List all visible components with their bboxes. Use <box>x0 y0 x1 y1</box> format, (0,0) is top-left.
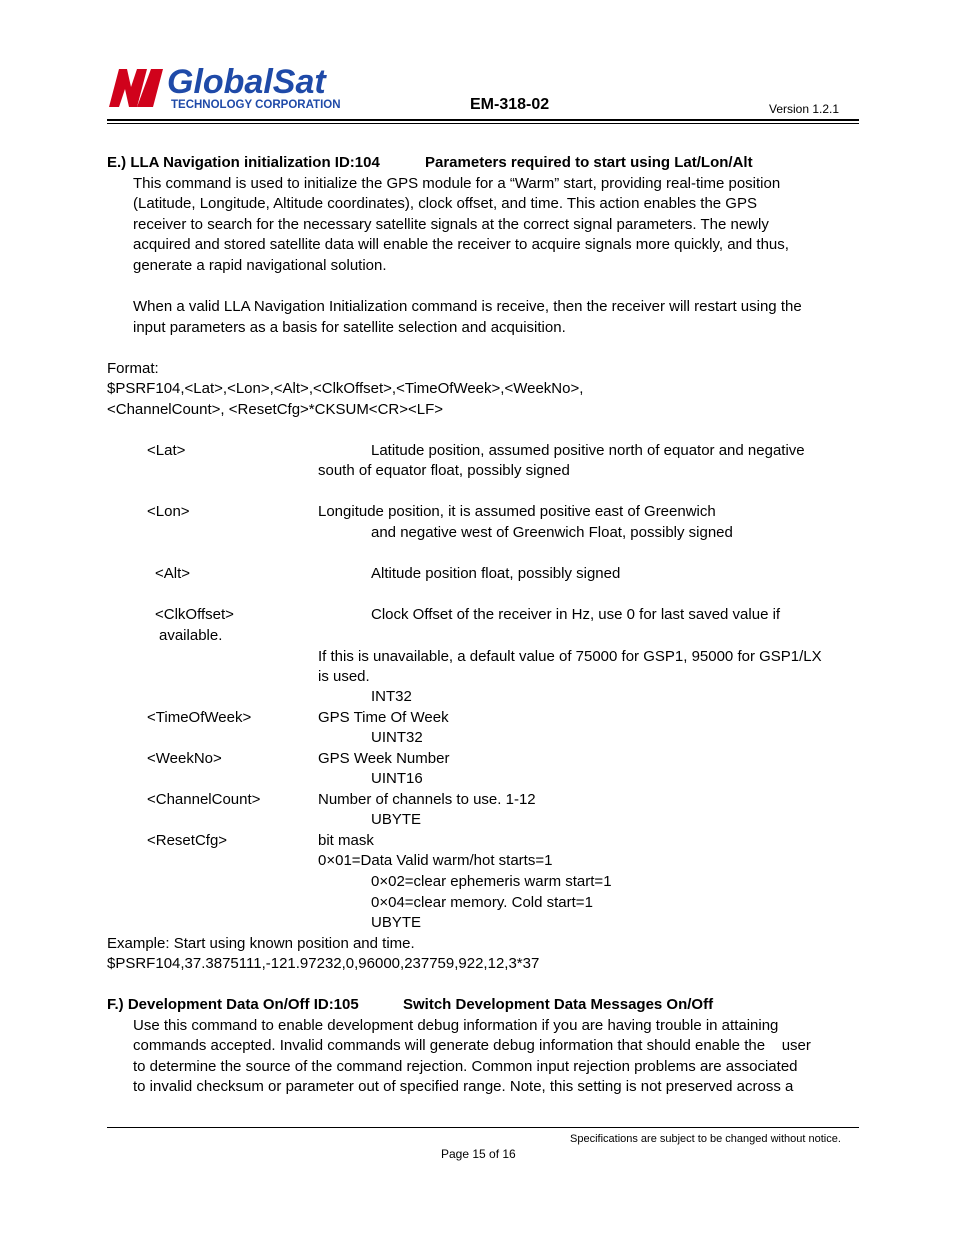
param-clk-desc: Clock Offset of the receiver in Hz, use 0 for last saved value if <box>371 606 781 623</box>
param-cc-desc: Number of channels to use. 1-12 <box>318 791 536 808</box>
param-rc-desc: bit mask <box>318 832 374 849</box>
section-e-heading: E.) LLA Navigation initialization ID:104 <box>107 154 380 171</box>
para-line: This command is used to initialize the GPS module for a “Warm” start, providing real-time position <box>133 175 781 192</box>
format-label: Format: <box>107 360 159 377</box>
param-clk-type: INT32 <box>371 688 412 705</box>
param-alt-name: <Alt> <box>155 565 191 582</box>
format-line: <ChannelCount>, <ResetCfg>*CKSUM<CR><LF> <box>107 401 444 418</box>
para-line: commands accepted. Invalid commands will generate debug information that should enable the user <box>133 1037 811 1054</box>
para-line: acquired and stored satellite data will enable the receiver to acquire signals more quickly, and thus, <box>133 236 789 253</box>
param-lon-name: <Lon> <box>147 503 190 520</box>
header-rule <box>107 119 859 121</box>
globalsat-logo <box>107 63 357 113</box>
param-tow-name: <TimeOfWeek> <box>147 709 252 726</box>
example-command: $PSRF104,37.3875111,-121.97232,0,96000,237759,922,12,3*37 <box>107 955 540 972</box>
para-line: input parameters as a basis for satellite selection and acquisition. <box>133 319 566 336</box>
example-label: Example: Start using known position and time. <box>107 935 415 952</box>
format-line: $PSRF104,<Lat>,<Lon>,<Alt>,<ClkOffset>,<TimeOfWeek>,<WeekNo>, <box>107 380 584 397</box>
footer-notice: Specifications are subject to be changed without notice. <box>570 1133 841 1145</box>
param-lon-desc: Longitude position, it is assumed positive east of Greenwich <box>318 503 716 520</box>
para-line: generate a rapid navigational solution. <box>133 257 387 274</box>
param-clk-name: <ClkOffset> <box>155 606 234 623</box>
param-cc-name: <ChannelCount> <box>147 791 261 808</box>
param-alt-desc: Altitude position float, possibly signed <box>371 565 621 582</box>
page-number: Page 15 of 16 <box>441 1147 516 1161</box>
para-line: Use this command to enable development debug information if you are having trouble in attaining <box>133 1017 779 1034</box>
doc-id: EM-318-02 <box>470 96 550 113</box>
param-tow-type: UINT32 <box>371 729 423 746</box>
param-lat-name: <Lat> <box>147 442 186 459</box>
section-e-heading-desc: Parameters required to start using Lat/Lon/Alt <box>425 154 753 171</box>
param-lon-desc: and negative west of Greenwich Float, possibly signed <box>371 524 733 541</box>
param-cc-type: UBYTE <box>371 811 422 828</box>
section-f-heading-desc: Switch Development Data Messages On/Off <box>403 996 714 1013</box>
param-rc-line: 0×01=Data Valid warm/hot starts=1 <box>318 852 553 869</box>
section-f-heading: F.) Development Data On/Off ID:105 <box>107 996 359 1013</box>
param-wn-desc: GPS Week Number <box>318 750 450 767</box>
footer-rule <box>107 1127 859 1128</box>
logo-subtitle: TECHNOLOGY CORPORATION <box>171 99 341 111</box>
param-lat-desc: south of equator float, possibly signed <box>318 462 570 479</box>
param-wn-type: UINT16 <box>371 770 423 787</box>
para-line: When a valid LLA Navigation Initialization command is receive, then the receiver will restart using the <box>133 298 802 315</box>
param-lat-desc: Latitude position, assumed positive north of equator and negative <box>371 442 805 459</box>
para-line: to invalid checksum or parameter out of specified range. Note, this setting is not preserved across a <box>133 1078 794 1095</box>
param-rc-line: 0×04=clear memory. Cold start=1 <box>371 894 593 911</box>
param-rc-line: 0×02=clear ephemeris warm start=1 <box>371 873 612 890</box>
param-clk-desc: If this is unavailable, a default value of 75000 for GSP1, 95000 for GSP1/LX <box>318 648 822 665</box>
para-line: to determine the source of the command rejection. Common input rejection problems are associated <box>133 1058 798 1075</box>
header-rule-thin <box>107 123 859 124</box>
param-clk-desc: available. <box>159 627 223 644</box>
param-clk-desc: is used. <box>318 668 370 685</box>
logo-name: GlobalSat <box>167 63 326 101</box>
param-rc-type: UBYTE <box>371 914 422 931</box>
para-line: receiver to search for the necessary satellite signals at the correct signal parameters. The newly <box>133 216 769 233</box>
version-label: Version 1.2.1 <box>769 102 840 116</box>
param-tow-desc: GPS Time Of Week <box>318 709 449 726</box>
param-rc-name: <ResetCfg> <box>147 832 228 849</box>
para-line: (Latitude, Longitude, Altitude coordinates), clock offset, and time. This action enables the GPS <box>133 195 757 212</box>
param-wn-name: <WeekNo> <box>147 750 222 767</box>
